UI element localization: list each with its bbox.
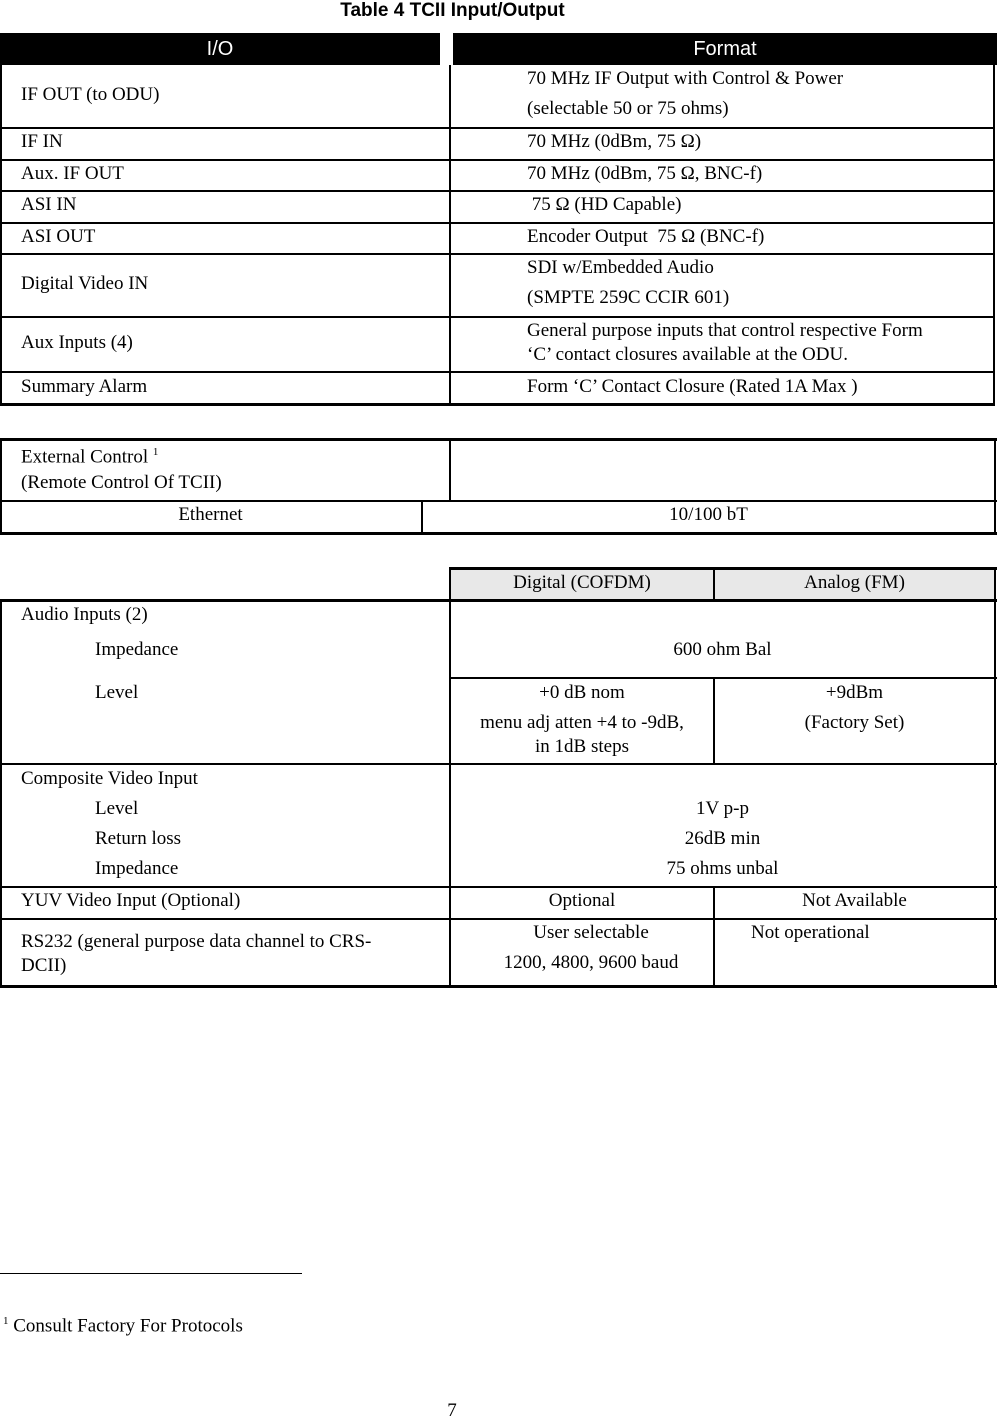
yuv-analog: Not Available	[802, 890, 907, 911]
composite-level-label: Level	[95, 798, 139, 819]
composite-level-value: 1V p-p	[696, 798, 749, 819]
external-control-label: External Control $^1$	[21, 446, 159, 468]
yuv-label: YUV Video Input (Optional)	[21, 890, 241, 911]
footnote-divider	[0, 1273, 302, 1274]
table-row-value: 70 MHz (0dBm, 75 Ω, BNC-f)	[527, 163, 763, 184]
table-row-label: IF IN	[21, 131, 63, 152]
page-number: 7	[447, 1400, 457, 1421]
rs232-label: DCII)	[21, 955, 67, 976]
io-header: I/O	[0, 33, 440, 65]
table-row-value: 75 Ω (HD Capable)	[527, 194, 682, 215]
audio-level-label: Level	[95, 682, 139, 703]
composite-return-loss-value: 26dB min	[684, 828, 761, 849]
composite-impedance-value: 75 ohms unbal	[666, 858, 779, 879]
composite-return-loss-label: Return loss	[95, 828, 182, 849]
audio-level-digital: menu adj atten +4 to -9dB,	[480, 712, 684, 733]
table-row-label: Aux Inputs (4)	[21, 332, 133, 353]
table-row-value: (SMPTE 259C CCIR 601)	[527, 287, 730, 308]
ethernet-label: Ethernet	[178, 504, 243, 525]
table-title: Table 4 TCII Input/Output	[340, 0, 565, 21]
footnote-number: 1	[3, 1315, 9, 1327]
footnote	[3, 1309, 243, 1338]
yuv-digital: Optional	[548, 890, 616, 911]
composite-video-label: Composite Video Input	[21, 768, 198, 789]
analog-header: Analog (FM)	[804, 572, 905, 593]
remote-control-label: (Remote Control Of TCII)	[21, 472, 222, 493]
ethernet-value: 10/100 bT	[669, 504, 748, 525]
rs232-digital: User selectable	[533, 922, 649, 943]
table-row-value: 70 MHz IF Output with Control & Power	[527, 68, 844, 89]
audio-impedance-label: Impedance	[95, 639, 179, 660]
footnote-ref: 1	[152, 446, 159, 458]
audio-level-analog: (Factory Set)	[804, 712, 905, 733]
table-row-value: Encoder Output 75 Ω (BNC-f)	[527, 226, 765, 247]
table-row-value: SDI w/Embedded Audio	[527, 257, 714, 278]
audio-impedance-value: 600 ohm Bal	[673, 639, 772, 660]
rs232-label: RS232 (general purpose data channel to CRS-	[21, 931, 372, 952]
table-row-label: Summary Alarm	[21, 376, 148, 397]
table-row-label: IF OUT (to ODU)	[21, 84, 160, 105]
table-row-label: ASI IN	[21, 194, 77, 215]
composite-impedance-label: Impedance	[95, 858, 179, 879]
table-row-value: 70 MHz (0dBm, 75 Ω)	[527, 131, 702, 152]
digital-header: Digital (COFDM)	[513, 572, 651, 593]
rs232-analog: Not operational	[751, 922, 870, 943]
audio-level-digital: in 1dB steps	[535, 736, 629, 757]
footnote-text: Consult Factory For Protocols	[13, 1315, 243, 1337]
table-row-value: Form ‘C’ Contact Closure (Rated 1A Max )	[527, 376, 858, 397]
table-row-label: Digital Video IN	[21, 273, 149, 294]
audio-level-digital: +0 dB nom	[539, 682, 625, 703]
table-row-label: ASI OUT	[21, 226, 96, 247]
format-header: Format	[453, 33, 997, 65]
rs232-digital: 1200, 4800, 9600 baud	[503, 952, 679, 973]
audio-inputs-label: Audio Inputs (2)	[21, 604, 148, 625]
audio-level-analog: +9dBm	[825, 682, 884, 703]
table-row-label: Aux. IF OUT	[21, 163, 124, 184]
table-row-value: General purpose inputs that control respective Form	[527, 320, 923, 341]
table-row-value: ‘C’ contact closures available at the ODU.	[527, 344, 848, 365]
table-row-value: (selectable 50 or 75 ohms)	[527, 98, 729, 119]
